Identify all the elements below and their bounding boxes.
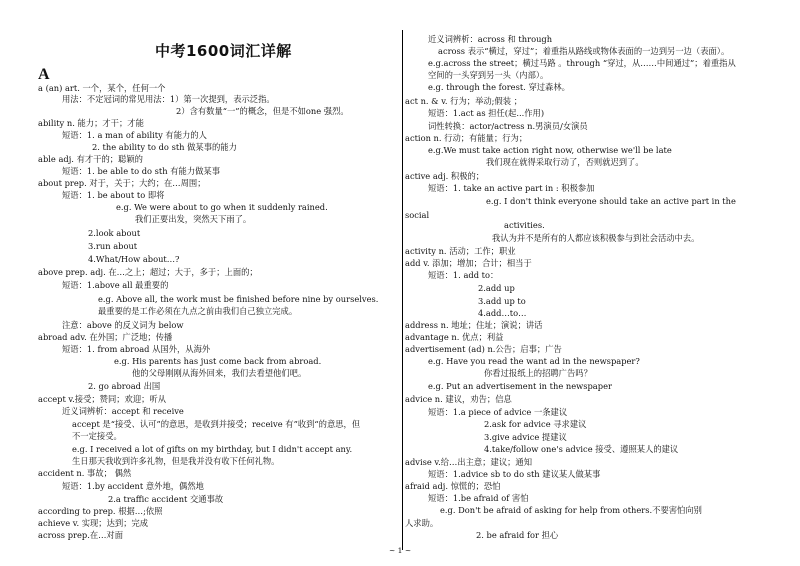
right-line: 短语：1. take an active part in : 积极参加	[428, 183, 595, 193]
left-line: e.g. We were about to go when it suddenly rained.	[116, 202, 328, 212]
left-line: 2）含有数量“一”的概念，但是不如one 强烈。	[176, 106, 349, 116]
left-line: e.g. His parents has just come back from abroad.	[114, 356, 322, 366]
left-line: 短语：1.by accident 意外地，偶然地	[62, 481, 204, 491]
right-line: 3.give advice 提建议	[484, 432, 567, 442]
right-line: 2.ask for advice 寻求建议	[484, 419, 587, 429]
right-line: advantage n. 优点；利益	[405, 332, 504, 342]
right-line: 我认为并不是所有的人都应该积极参与到社会活动中去。	[492, 233, 700, 243]
right-line: act n. & v. 行为；举动;假装 ；	[405, 96, 522, 106]
right-line: 人求助。	[405, 518, 439, 528]
left-line: achieve v. 实现；达到；完成	[38, 518, 149, 528]
right-line: 2. be afraid for 担心	[476, 530, 559, 540]
left-line: accept 是“接受、认可”的意思，是收到并接受；receive 有”收到“的意思，但	[72, 419, 361, 429]
page-number: ~ 1 ~	[389, 546, 412, 555]
left-line: 不一定接受。	[72, 431, 122, 441]
right-line: 2.add up	[478, 283, 515, 293]
right-line: address n. 地址；住址；演说；讲话	[405, 320, 543, 330]
left-line: accept v.接受；赞同；欢迎；听从	[38, 394, 167, 404]
right-line: activity n. 活动；工作；职业	[405, 246, 516, 256]
left-line: 2.look about	[88, 228, 141, 238]
left-line: accident n. 事故； 偶然	[38, 468, 132, 478]
right-line: advertisement (ad) n.公告；启事；广告	[405, 344, 562, 354]
left-line: able adj. 有才干的；聪颖的	[38, 154, 143, 164]
left-line: ability n. 能力；才干；才能	[38, 118, 144, 128]
right-line: advice n. 建议，劝告；信息	[405, 394, 512, 404]
right-line: 空间的一头穿到另一头（内部）。	[428, 70, 549, 80]
left-line: 2.a traffic accident 交通事故	[108, 494, 224, 504]
left-line: e.g. Above all, the work must be finished before nine by ourselves.	[98, 294, 379, 304]
left-line: 他的父母刚刚从海外回来，我们去看望他们吧。	[132, 368, 307, 378]
right-line: advise v.给…出主意；建议；通知	[405, 457, 533, 467]
right-line: 短语：1.advice sb to do sth 建议某人做某事	[428, 469, 601, 479]
right-line: 4.add…to…	[478, 308, 527, 318]
left-line: 4.What/How about…?	[88, 254, 180, 264]
left-line: a (an) art. 一个，某个，任何一个	[38, 83, 166, 93]
right-line: e.g. I don't think everyone should take an active part in the	[486, 196, 736, 206]
section-letter: A	[38, 66, 50, 83]
left-line: e.g. I received a lot of gifts on my birthday, but I didn't accept any.	[72, 444, 353, 454]
left-line: 短语：1. a man of ability 有能力的人	[62, 130, 207, 140]
left-line: 用法：不定冠词的常见用法：1）第一次提到，表示泛指。	[62, 94, 275, 104]
left-line: 2. the ability to do sth 做某事的能力	[92, 142, 237, 152]
left-line: across prep.在…对面	[38, 530, 124, 540]
right-line: e.g. Don't be afraid of asking for help from others.不要害怕向别	[440, 505, 702, 515]
right-line: 3.add up to	[478, 296, 526, 306]
right-line: e.g. through the forest. 穿过森林。	[428, 82, 570, 92]
left-line: 短语：1. be about to 即将	[62, 190, 165, 200]
page-title: 中考1600词汇详解	[155, 42, 292, 60]
left-line: about prep. 对于，关于；大约；在…周围；	[38, 178, 206, 188]
right-line: 短语：1. add to：	[428, 270, 499, 280]
left-line: abroad adv. 在外国；广泛地；传播	[38, 332, 173, 342]
left-line: 我们正要出发，突然天下雨了。	[135, 214, 252, 224]
right-line: 短语：1.a piece of advice 一条建议	[428, 407, 568, 417]
right-line: 短语：1.act as 担任(起...作用)	[428, 108, 545, 118]
right-line: 我们现在就得采取行动了，否则就迟到了。	[486, 157, 644, 167]
right-line: 4.take/follow one's advice 接受、遵照某人的建议	[484, 444, 679, 454]
right-line: 你看过报纸上的招聘广告吗？	[484, 368, 592, 378]
right-line: afraid adj. 惊慌的；恐怕	[405, 481, 501, 491]
right-line: e.g.across the street；横过马路 。through “穿过，从……中间通过”；着重指从	[428, 58, 736, 68]
right-line: 短语：1.be afraid of 害怕	[428, 493, 529, 503]
right-line: e.g. Put an advertisement in the newspaper	[428, 381, 612, 391]
left-line: 注意：above 的反义词为 below	[62, 320, 184, 330]
left-line: 2. go abroad 出国	[88, 381, 161, 391]
right-line: e.g. Have you read the want ad in the newspaper?	[428, 356, 640, 366]
right-line: 近义词辨析：across 和 through	[428, 34, 553, 44]
left-line: 短语：1. be able to do sth 有能力做某事	[62, 166, 221, 176]
left-line: 近义词辨析：accept 和 receive	[62, 406, 184, 416]
right-line: social	[405, 210, 430, 220]
right-line: add v. 添加；增加；合计；相当于	[405, 258, 532, 268]
left-line: above prep. adj. 在…之上；超过；大于，多于；上面的；	[38, 267, 258, 277]
left-line: 短语：1. from abroad 从国外，从海外	[62, 344, 211, 354]
left-line: 最重要的是工作必须在九点之前由我们自己独立完成。	[98, 306, 298, 316]
right-line: active adj. 积极的；	[405, 171, 485, 181]
right-line: 词性转换：actor/actress n.男演员/女演员	[428, 121, 588, 131]
left-line: 生日那天我收到许多礼物，但是我并没有收下任何礼物。	[72, 456, 280, 466]
right-line: across 表示“横过，穿过”；着重指从路线或物体表面的一边到另一边（表面）。	[438, 46, 730, 56]
right-line: activities.	[504, 220, 545, 230]
column-divider	[402, 30, 403, 550]
right-line: action n. 行动；有能量；行为；	[405, 133, 528, 143]
right-line: e.g.We must take action right now, otherwise we'll be late	[428, 145, 672, 155]
left-line: according to prep. 根据…;依照	[38, 506, 163, 516]
left-line: 短语：1.above all 最重要的	[62, 280, 169, 290]
left-line: 3.run about	[88, 241, 138, 251]
